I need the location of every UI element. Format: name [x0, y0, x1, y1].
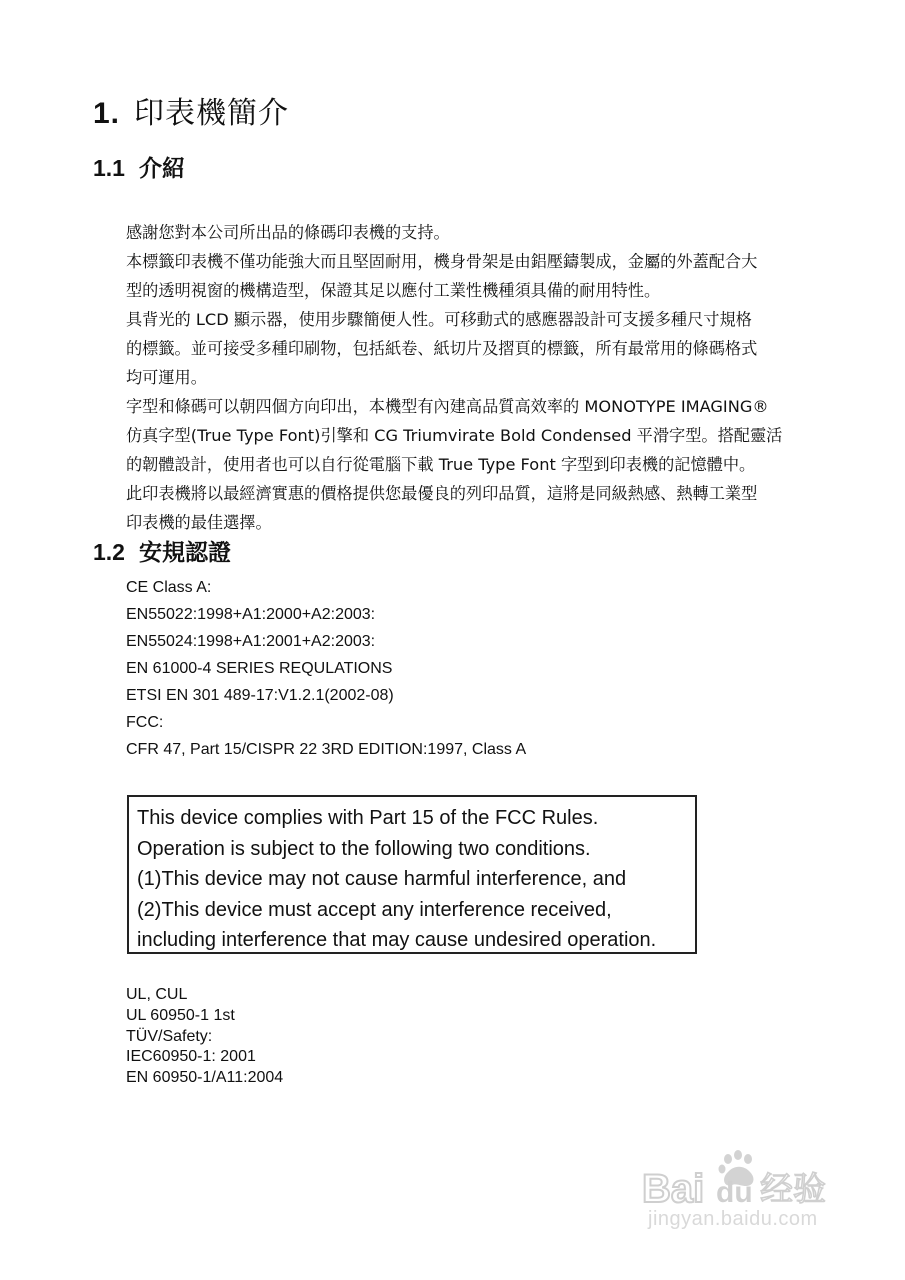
fcc-line: (1)This device may not cause harmful interference, and — [137, 868, 627, 890]
page-title — [93, 88, 289, 132]
ul-line: UL, CUL — [126, 986, 188, 1003]
svg-text:du: du — [716, 1176, 753, 1209]
cert-line: EN55022:1998+A1:2000+A2:2003: — [126, 606, 376, 623]
intro-line: 具背光的 LCD 顯示器，使用步驟簡便人性。可移動式的感應器設計可支援多種尺寸規格 — [126, 310, 752, 329]
ul-line: TÜV/Safety: — [126, 1027, 213, 1045]
cert-line: CFR 47, Part 15/CISPR 22 3RD EDITION:1997, Class A — [126, 741, 527, 758]
section-heading-intro — [93, 150, 185, 183]
section-title: 介紹 — [138, 156, 185, 182]
intro-line: 的韌體設計，使用者也可以自行從電腦下載 True Type Font 字型到印表機的記憶體中。 — [126, 455, 756, 474]
section-number: 1.2 — [93, 539, 125, 565]
cert-line: EN55024:1998+A1:2001+A2:2003: — [126, 633, 376, 650]
cert-line: CE Class A: — [126, 579, 212, 596]
intro-paragraphs — [126, 218, 832, 537]
section-heading-safety — [93, 534, 231, 567]
fcc-line: including interference that may cause undesired operation. — [137, 929, 657, 951]
cert-line: FCC: — [126, 714, 164, 731]
fcc-line: (2)This device must accept any interference received, — [137, 898, 612, 921]
intro-line: 感謝您對本公司所出品的條碼印表機的支持。 — [126, 223, 450, 242]
cert-line: EN 61000-4 SERIES REQULATIONS — [126, 660, 393, 677]
section-title: 安規認證 — [138, 540, 231, 566]
ul-tuv-list — [126, 985, 283, 1089]
watermark-url: jingyan.baidu.com — [648, 1208, 818, 1230]
baidu-jingyan-watermark — [642, 1140, 852, 1245]
section-number: 1.1 — [93, 155, 125, 181]
intro-line: 型的透明視窗的機構造型，保證其足以應付工業性機種須具備的耐用特性。 — [126, 281, 661, 300]
fcc-line: Operation is subject to the following two conditions. — [137, 837, 591, 860]
ul-line: IEC60950-1: 2001 — [126, 1048, 256, 1066]
intro-line: 仿真字型(True Type Font)引擎和 CG Triumvirate Bold Condensed 平滑字型。搭配靈活 — [126, 426, 783, 445]
baidu-logo-icon — [642, 1150, 848, 1210]
ul-line: UL 60950-1 1st — [126, 1006, 235, 1024]
svg-text:Bai: Bai — [642, 1167, 705, 1210]
chapter-number: 1. — [93, 97, 121, 130]
ul-line: EN 60950-1/A11:2004 — [126, 1069, 284, 1087]
certification-list — [126, 574, 526, 763]
intro-line: 的標籤。並可接受多種印刷物，包括紙卷、紙切片及摺頁的標籤，所有最常用的條碼格式 — [126, 339, 758, 358]
intro-line: 均可運用。 — [126, 368, 207, 387]
intro-line: 印表機的最佳選擇。 — [126, 513, 272, 532]
fcc-line: This device complies with Part 15 of the FCC Rules. — [137, 807, 599, 829]
svg-text:经验: 经验 — [760, 1169, 826, 1208]
intro-line: 此印表機將以最經濟實惠的價格提供您最優良的列印品質，這將是同級熱感、熱轉工業型 — [126, 484, 758, 503]
chapter-title: 印表機簡介 — [134, 96, 290, 131]
fcc-statement-box — [127, 795, 697, 954]
intro-line: 字型和條碼可以朝四個方向印出，本機型有內建高品質高效率的 MONOTYPE IMAGING® — [126, 397, 769, 416]
intro-line: 本標籤印表機不僅功能強大而且堅固耐用，機身骨架是由鋁壓鑄製成，金屬的外蓋配合大 — [126, 252, 758, 271]
cert-line: ETSI EN 301 489-17:V1.2.1(2002-08) — [126, 687, 394, 704]
